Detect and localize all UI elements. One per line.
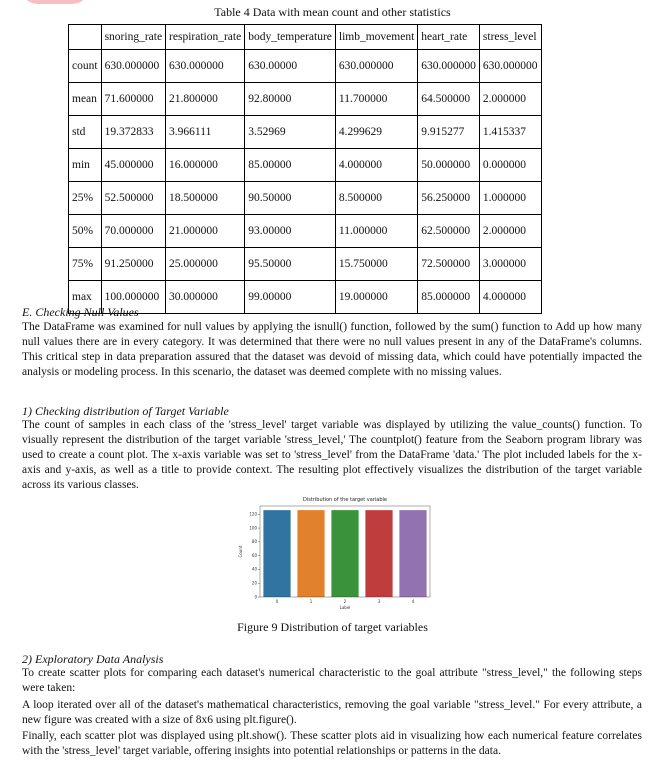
column-header: stress_level (479, 25, 541, 50)
table-cell: 2.000000 (479, 215, 541, 248)
y-tick-label: 0 (254, 594, 257, 600)
section-e-heading: E. Checking Null Values (22, 305, 139, 319)
table-cell: 3.52969 (245, 116, 336, 149)
table-cell: 3.966111 (166, 116, 245, 149)
table-cell: 630.000000 (166, 50, 245, 83)
table-cell: 100.000000 (101, 281, 165, 314)
table-cell: 16.000000 (166, 149, 245, 182)
column-header: snoring_rate (101, 25, 165, 50)
figure-caption: Figure 9 Distribution of target variables (237, 620, 428, 634)
section-2-body-1: To create scatter plots for comparing each dataset's numerical characteristic to the goal attribute "stress_level," the following steps were taken: (22, 667, 642, 694)
table-cell: 85.00000 (245, 149, 336, 182)
table-row (69, 83, 542, 116)
row-label: std (69, 116, 102, 149)
table-cell: 0.000000 (479, 149, 541, 182)
table-cell: 18.500000 (166, 182, 245, 215)
table-cell: 630.000000 (101, 50, 165, 83)
row-label: min (69, 149, 102, 182)
table-cell: 91.250000 (101, 248, 165, 281)
column-header: respiration_rate (166, 25, 245, 50)
section-2-heading: 2) Exploratory Data Analysis (22, 652, 164, 666)
row-label: max (69, 281, 102, 314)
section-2-body-3: Finally, each scatter plot was displayed using plt.show(). These scatter plots aid in visualizing how each numerical feature correlates with the 'stress_level' target variable, offering insights into potential relationships or patterns in the data. (22, 730, 642, 757)
table-row (69, 149, 542, 182)
y-tick-label: 20 (251, 580, 257, 586)
table-cell: 62.500000 (418, 215, 480, 248)
table-cell: 19.372833 (101, 116, 165, 149)
table-cell: 45.000000 (101, 149, 165, 182)
table-cell: 2.000000 (479, 83, 541, 116)
statistics-table (68, 24, 542, 314)
table-cell: 3.000000 (479, 248, 541, 281)
table-corner-cell (69, 25, 102, 50)
header-logo (20, 0, 90, 4)
figure-9 (230, 494, 440, 612)
chart-title: Distribution of the target variable (303, 497, 387, 503)
y-axis-label: Count (238, 545, 243, 558)
table-cell: 64.500000 (418, 83, 480, 116)
x-tick-label: 3 (377, 599, 381, 604)
table-cell: 90.50000 (245, 182, 336, 215)
table-cell: 630.000000 (418, 50, 480, 83)
table-header-row (69, 25, 542, 50)
y-tick-label: 40 (251, 566, 257, 572)
table-cell: 93.00000 (245, 215, 336, 248)
section-1-heading: 1) Checking distribution of Target Variable (22, 404, 229, 418)
table-row (69, 116, 542, 149)
bar-1 (297, 510, 324, 597)
x-tick-label: 1 (309, 599, 313, 604)
table-cell: 4.299629 (335, 116, 417, 149)
table-cell: 1.000000 (479, 182, 541, 215)
y-tick-label: 100 (249, 525, 257, 531)
y-tick-label: 80 (251, 539, 257, 545)
table-cell: 25.000000 (166, 248, 245, 281)
table-cell: 92.80000 (245, 83, 336, 116)
table-cell: 630.000000 (479, 50, 541, 83)
table-cell: 72.500000 (418, 248, 480, 281)
table-cell: 95.50000 (245, 248, 336, 281)
row-label: count (69, 50, 102, 83)
table-cell: 9.915277 (418, 116, 480, 149)
table-cell: 56.250000 (418, 182, 480, 215)
table-cell: 99.00000 (245, 281, 336, 314)
y-tick-label: 60 (251, 552, 257, 558)
table-cell: 52.500000 (101, 182, 165, 215)
section-2-body-2: A loop iterated over all of the dataset's mathematical characteristics, removing the goal variable "stress_level." For every attribute, a new figure was created with a size of 8x6 using plt.figure(). (22, 699, 642, 726)
table-cell: 11.700000 (335, 83, 417, 116)
bar-3 (365, 510, 392, 597)
table-row (69, 281, 542, 314)
x-tick-label: 0 (275, 599, 279, 604)
table-row (69, 248, 542, 281)
bar-2 (331, 510, 358, 597)
table-row (69, 182, 542, 215)
table-cell: 50.000000 (418, 149, 480, 182)
section-1-body: The count of samples in each class of the 'stress_level' target variable was displayed by utilizing the value_counts() function. To visually represent the distribution of the target variable 'stress_level,' The countplot() feature from the Seaborn program library was used to create a count plot. The x-axis variable was set to 'stress_level' from the DataFrame 'data.' The plot included labels for the x-axis and y-axis, as well as a title to provide context. The resulting plot effectively visualizes the distribution of the target variable across its various classes. (22, 419, 642, 491)
table-row (69, 215, 542, 248)
row-label: 75% (69, 248, 102, 281)
bar-4 (399, 510, 426, 597)
x-axis-label: Label (339, 605, 351, 610)
y-tick-label: 120 (249, 511, 257, 517)
distribution-chart (230, 494, 440, 612)
table-cell: 19.000000 (335, 281, 417, 314)
column-header: limb_movement (335, 25, 417, 50)
row-label: 50% (69, 215, 102, 248)
table-cell: 4.000000 (479, 281, 541, 314)
table-cell: 30.000000 (166, 281, 245, 314)
table-cell: 11.000000 (335, 215, 417, 248)
table-cell: 85.000000 (418, 281, 480, 314)
section-e-body: The DataFrame was examined for null values by applying the isnull() function, followed by the sum() function to Add up how many null values there are in every category. It was determined that there were no null values present in any of the DataFrame's columns. This critical step in data preparation assured that the dataset was devoid of missing data, which could have potentially impacted the analysis or modeling process. In this scenario, the dataset was deemed complete with no missing values. (22, 321, 642, 378)
x-tick-label: 4 (411, 599, 415, 604)
table-cell: 630.000000 (335, 50, 417, 83)
table-cell: 15.750000 (335, 248, 417, 281)
bar-0 (263, 510, 290, 597)
row-label: mean (69, 83, 102, 116)
table-cell: 4.000000 (335, 149, 417, 182)
column-header: heart_rate (418, 25, 480, 50)
table-cell: 630.00000 (245, 50, 336, 83)
table-cell: 21.800000 (166, 83, 245, 116)
table-cell: 21.000000 (166, 215, 245, 248)
table-cell: 1.415337 (479, 116, 541, 149)
column-header: body_temperature (245, 25, 336, 50)
table-cell: 8.500000 (335, 182, 417, 215)
row-label: 25% (69, 182, 102, 215)
table-row (69, 50, 542, 83)
table-cell: 70.000000 (101, 215, 165, 248)
table-cell: 71.600000 (101, 83, 165, 116)
x-tick-label: 2 (343, 599, 347, 604)
table-caption: Table 4 Data with mean count and other statistics (214, 5, 451, 19)
